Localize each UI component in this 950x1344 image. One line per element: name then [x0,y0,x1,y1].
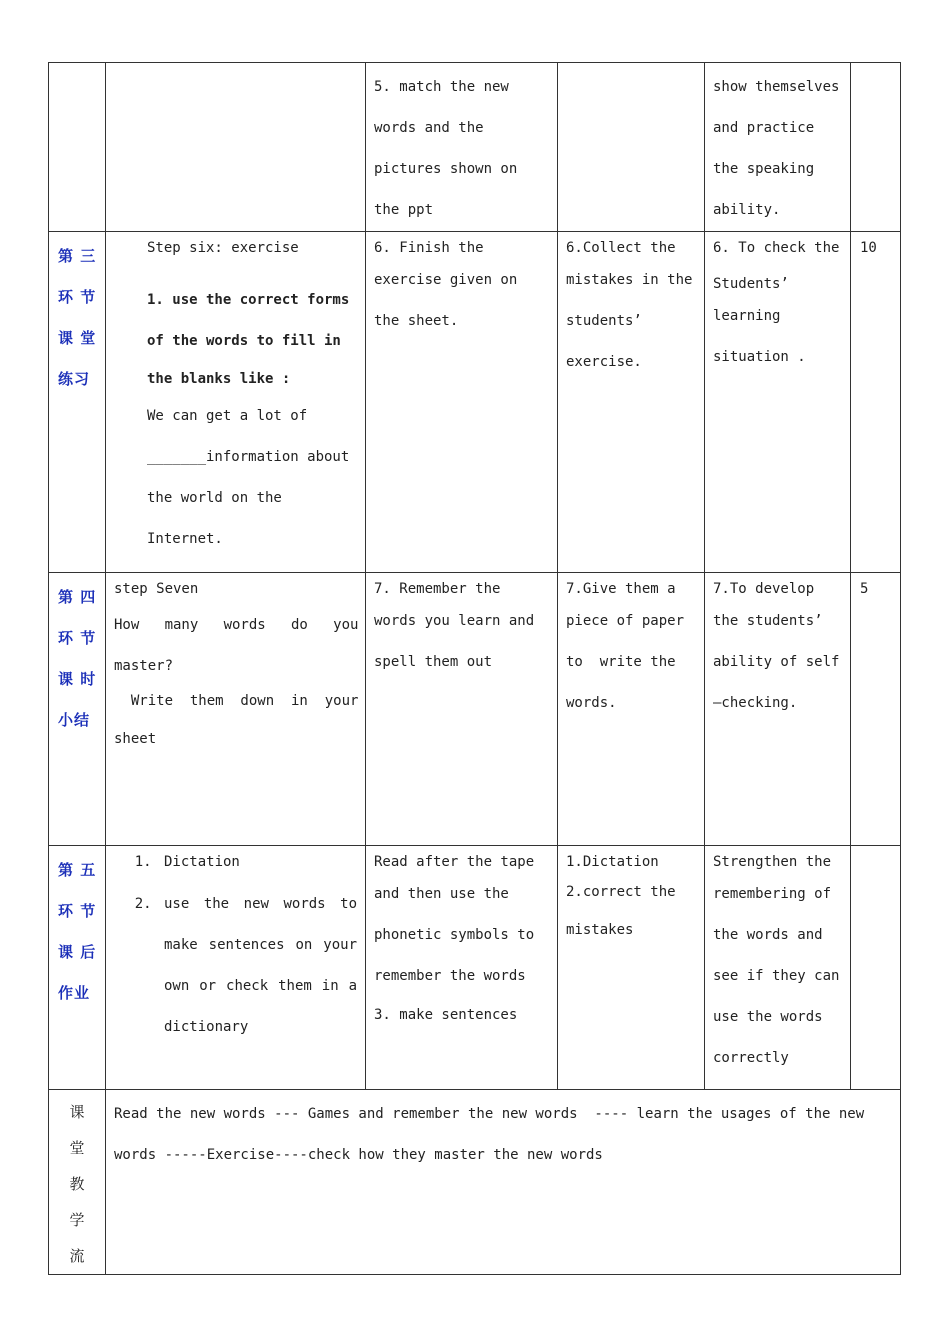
homework-list [114,850,357,1048]
stage-cell [49,63,106,232]
list-item: 1. Dictation [160,850,357,874]
teacher-activity-cell [558,63,705,232]
teacher-activity-cell: 1.Dictation 2.correct the mistakes [558,846,705,1090]
flow-label-cell: 课 堂 教 学 流 [49,1090,106,1275]
content-cell: step Seven How many words do you master? Write them down in your sheet [106,573,366,846]
content-cell [106,63,366,232]
table-row [49,1090,901,1275]
purpose-cell: 6. To check the Students’ learning situation . [705,232,851,573]
student-activity-cell: Read after the tape and then use the phonetic symbols to remember the words 3. make sentences [366,846,558,1090]
table-row [49,232,901,573]
student-activity-cell: 5. match the new words and the pictures shown on the ppt [366,63,558,232]
time-cell: 5 [851,573,901,846]
purpose-cell: show themselves and practice the speaking ability. [705,63,851,232]
stage-cell: 第 五 环 节 课 后 作业 [49,846,106,1090]
content-cell [106,846,366,1090]
flow-text-cell [106,1090,901,1275]
time-cell [851,63,901,232]
student-activity-cell: 7. Remember the words you learn and spell them out [366,573,558,846]
list-item: 2. use the new words to make sentences on your own or check them in a dictionary [160,884,357,1048]
lesson-plan-table [48,62,901,1275]
table-row [49,63,901,232]
teacher-activity-cell: 7.Give them a piece of paper to write the words. [558,573,705,846]
teacher-activity-cell: 6.Collect the mistakes in the students’ exercise. [558,232,705,573]
time-cell [851,846,901,1090]
purpose-cell: Strengthen the remembering of the words and see if they can use the words correctly [705,846,851,1090]
time-cell: 10 [851,232,901,573]
table-row [49,573,901,846]
stage-cell: 第 三 环 节 课 堂 练习 [49,232,106,573]
flow-text: Read the new words --- Games and remember the new words ---- learn the usages of the new words -----Exercise----check how they master the new words [114,1106,873,1163]
table-row [49,846,901,1090]
purpose-cell: 7.To develop the students’ ability of self –checking. [705,573,851,846]
content-cell: Step six: exercise 1. use the correct forms of the words to fill in the blanks like : We can get a lot of _______information about the world on the Internet. [106,232,366,573]
stage-cell: 第 四 环 节 课 时 小结 [49,573,106,846]
student-activity-cell: 6. Finish the exercise given on the sheet. [366,232,558,573]
